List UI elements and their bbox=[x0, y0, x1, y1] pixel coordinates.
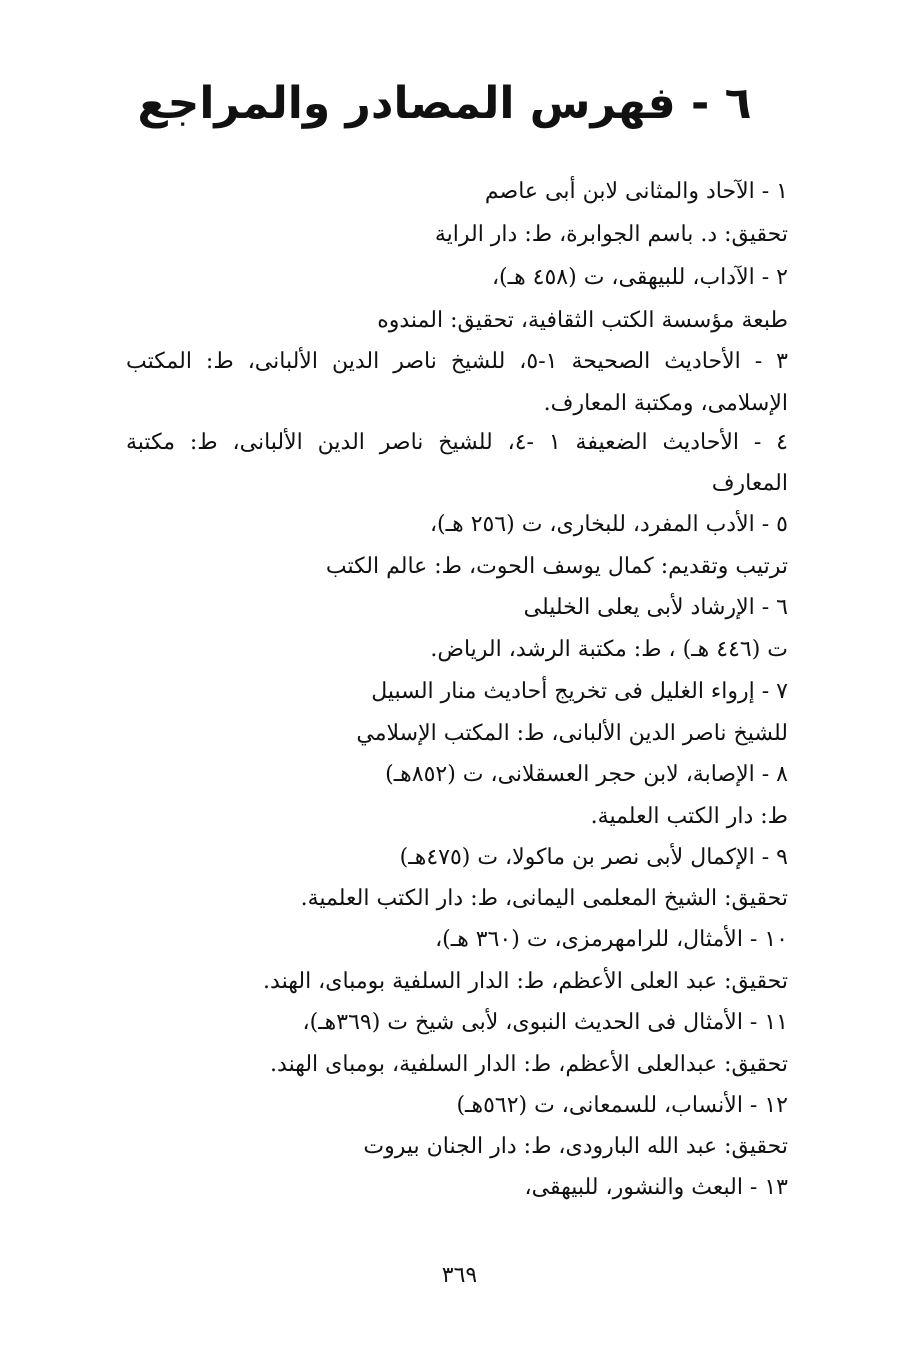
text-line: ١٢ - الأنساب، للسمعانى، ت (٥٦٢هـ) bbox=[456, 1093, 788, 1118]
text-line: ٦ - الإرشاد لأبى يعلى الخليلى bbox=[523, 595, 788, 620]
text-line-content: ٤ - الأحاديث الضعيفة ١ -٤، للشيخ ناصر الدين الألبانى، ط: مكتبة bbox=[126, 430, 788, 455]
text-line: ٧ - إرواء الغليل فى تخريج أحاديث منار السبيل bbox=[371, 679, 788, 704]
text-line bbox=[126, 342, 788, 382]
text-line: تحقيق: عبد العلى الأعظم، ط: الدار السلفية بومباى، الهند. bbox=[263, 969, 788, 994]
text-line: تحقيق: الشيخ المعلمى اليمانى، ط: دار الكتب العلمية. bbox=[300, 886, 788, 911]
text-line: الإسلامى، ومكتبة المعارف. bbox=[543, 391, 788, 416]
text-line: ٨ - الإصابة، لابن حجر العسقلانى، ت (٨٥٢هـ) bbox=[385, 762, 788, 787]
text-line: ١٣ - البعث والنشور، للبيهقى، bbox=[524, 1175, 788, 1200]
chapter-heading: ٦ - فهرس المصادر والمراجع bbox=[137, 78, 752, 129]
text-line: ٥ - الأدب المفرد، للبخارى، ت (٢٥٦ هـ)، bbox=[429, 512, 788, 537]
text-line: ١٠ - الأمثال، للرامهرمزى، ت (٣٦٠ هـ)، bbox=[435, 927, 788, 952]
text-line: ١ - الآحاد والمثانى لابن أبى عاصم bbox=[484, 179, 788, 204]
text-line: ٢ - الآداب، للبيهقى، ت (٤٥٨ هـ)، bbox=[491, 265, 788, 290]
text-line: ٩ - الإكمال لأبى نصر بن ماكولا، ت (٤٧٥هـ) bbox=[399, 845, 788, 870]
text-line bbox=[126, 423, 788, 463]
text-line: تحقيق: عبدالعلى الأعظم، ط: الدار السلفية، بومباى الهند. bbox=[270, 1052, 788, 1077]
text-line-content: ٣ - الأحاديث الصحيحة ١-٥، للشيخ ناصر الدين الألبانى، ط: المكتب bbox=[126, 349, 788, 374]
text-line: تحقيق: د. باسم الجوابرة، ط: دار الراية bbox=[434, 222, 788, 247]
text-line: المعارف bbox=[711, 471, 788, 496]
text-line: تحقيق: عبد الله البارودى، ط: دار الجنان بيروت bbox=[363, 1134, 788, 1159]
text-line: ط: دار الكتب العلمية. bbox=[590, 804, 788, 829]
text-line: ترتيب وتقديم: كمال يوسف الحوت، ط: عالم الكتب bbox=[325, 554, 788, 579]
text-line: ت (٤٤٦ هـ) ، ط: مكتبة الرشد، الرياض. bbox=[430, 637, 788, 662]
text-line: للشيخ ناصر الدين الألبانى، ط: المكتب الإسلامي bbox=[356, 721, 788, 746]
text-line: طبعة مؤسسة الكتب الثقافية، تحقيق: المندوه bbox=[377, 308, 788, 333]
page-number: ٣٦٩ bbox=[441, 1263, 478, 1288]
text-line: ١١ - الأمثال فى الحديث النبوى، لأبى شيخ ت (٣٦٩هـ)، bbox=[302, 1010, 788, 1035]
